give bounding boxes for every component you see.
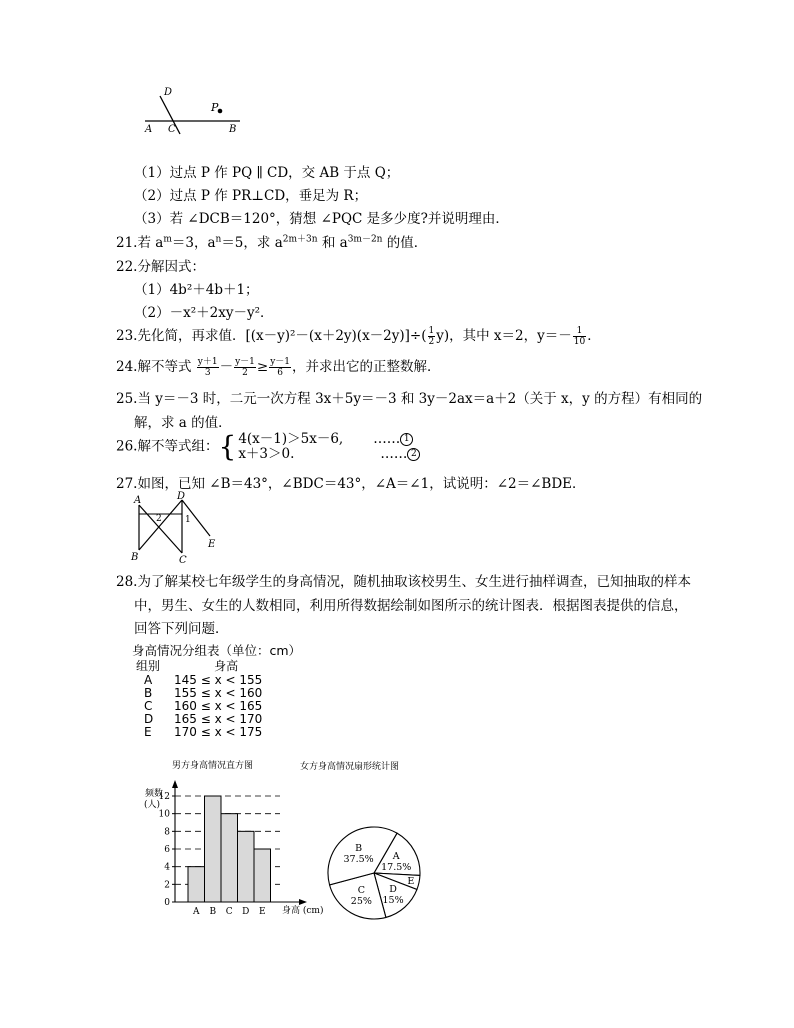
figure-line-intersection [140,84,250,139]
inequality-system: 4(x－1)＞5x－6, …… 1 x＋3＞0. …… 2 [238,432,420,462]
pie-label: E [407,875,415,887]
table-row: B 155 ≤ x < 160 [144,686,263,700]
label-p: P [211,101,219,114]
figure-angles [128,490,223,565]
label-b: B [229,124,237,135]
q22-item-2: （2）－x²＋2xy－y²． [134,305,274,321]
label-d: D [164,87,173,98]
question-number: 23. [116,328,138,344]
question-28-line-1: 28.为了解某校七年级学生的身高情况，随机抽取该校男生、女生进行抽样调查，已知抽取的样本 [116,574,691,590]
histogram-bar [254,849,271,902]
pie-label: C 25% [350,884,372,907]
chart-title: 女方身高情况扇形统计图 [300,762,400,772]
table-title: 身高情况分组表（单位：cm） [132,643,302,658]
x-tick-label: D [242,907,250,917]
label-d: D [177,491,186,502]
x-axis-label: 身高 (cm) [282,906,324,916]
question-26: 26.解不等式组：{ 4(x－1)＞5x－6, …… 1 x＋3＞0. …… 2 [116,432,420,462]
question-24: 24.解不等式 $\frac{y+1}{3}$ － $\frac{y-1}{2}$ ≥ $\frac{y-1}{6}$ ，并求出它的正整数解． [116,357,441,378]
column-header: 组别 [136,659,161,673]
table-row: D 165 ≤ x < 170 [144,712,263,726]
label-c: C [179,555,187,565]
q20-item-3: （3）若 ∠DCB＝120°，猜想 ∠PQC 是多少度?并说明理由． [134,211,509,227]
y-axis-arrow [172,780,178,788]
question-27: 27.如图，已知 ∠B＝43°，∠BDC＝43°，∠A＝∠1，试说明：∠2＝∠BDE． [116,476,586,492]
label-b: B [131,552,139,563]
histogram-bar [221,814,238,902]
circled-one: 1 [400,433,413,446]
fraction: $\frac{y-1}{6}$ [270,357,291,378]
fraction: $\frac{1}{10}$ [573,326,586,347]
question-number: 24. [116,359,138,375]
pie-label: A 17.5% [381,850,412,873]
histogram-bar [205,796,222,902]
label-angle-1: 1 [185,515,191,525]
girls-height-pie-chart [300,756,450,922]
y-tick-label: 0 [164,898,170,908]
question-number: 26. [116,438,138,455]
y-tick-label: 10 [158,809,170,820]
label-a: A [134,495,142,506]
pie-label: B 37.5% [343,842,374,865]
question-number: 22. [116,259,138,275]
question-number: 21. [116,235,138,251]
histogram-bar [188,867,205,902]
question-28-line-2: 中，男生、女生的人数相同，利用所得数据绘制如图所示的统计图表．根据图表提供的信息， [134,598,688,614]
label-c: C [168,124,176,135]
column-header: 身高 [214,659,239,673]
x-tick-label: A [193,907,200,917]
histogram-bar [238,831,255,902]
x-tick-label: C [225,907,233,917]
y-tick-label: 8 [164,827,170,838]
y-tick-label: 12 [158,792,170,802]
y-tick-label: 2 [164,880,170,891]
question-23: 23.先化简，再求值．[(x－y)²－(x＋2y)(x－2y)]÷( $\frac{1}{2}$ y)，其中 x＝2，y＝－ $\frac{1}{10}$ ． [116,326,601,347]
x-tick-label: B [209,907,217,917]
chart-title: 男方身高情况直方图 [172,761,254,771]
question-number: 28. [116,574,138,590]
table-row: E 170 ≤ x < 175 [144,725,263,739]
q22-item-1: （1）4b²＋4b＋1； [134,282,259,298]
question-22: 22.分解因式： [116,259,205,275]
label-e: E [208,539,216,550]
height-group-table [132,659,266,739]
pie-label: D 15% [382,884,404,907]
question-25-line-1: 25.当 y＝－3 时，二元一次方程 3x＋5y＝－3 和 3y－2ax＝a＋2（关于 x，y 的方程）有相同的 [116,391,703,407]
y-tick-label: 6 [164,845,170,855]
table-row: A 145 ≤ x < 155 [144,673,263,687]
question-28-line-3: 回答下列问题． [134,621,229,637]
y-axis-label: 频数 [145,789,164,799]
x-tick-label: E [258,907,266,917]
fraction: $\frac{y+1}{3}$ [197,357,218,378]
q20-item-2: （2）过点 P 作 PR⊥CD，垂足为 R； [134,188,368,204]
circled-two: 2 [407,448,420,461]
question-21: 21.若 $a^m=3$，$a^n=5$，求 $a^{2m+3n}$ 和 $a^{3m-2n}$ 的值． [116,234,428,251]
label-a: A [145,124,153,135]
question-number: 27. [116,476,138,492]
table-row: C 160 ≤ x < 165 [144,699,263,713]
brace: { [218,430,237,463]
y-axis-label-unit: (人) [144,800,161,810]
q20-item-1: （1）过点 P 作 PQ ∥ CD，交 AB 于点 Q； [134,165,400,181]
question-number: 25. [116,391,138,407]
y-tick-label: 4 [164,862,170,873]
table-header-row [132,659,266,674]
fraction: $\frac{1}{2}$ [428,326,435,347]
label-angle-2: 2 [156,514,162,524]
question-25-line-2: 解，求 a 的值． [134,415,232,431]
fraction: $\frac{y-1}{2}$ [235,357,255,378]
